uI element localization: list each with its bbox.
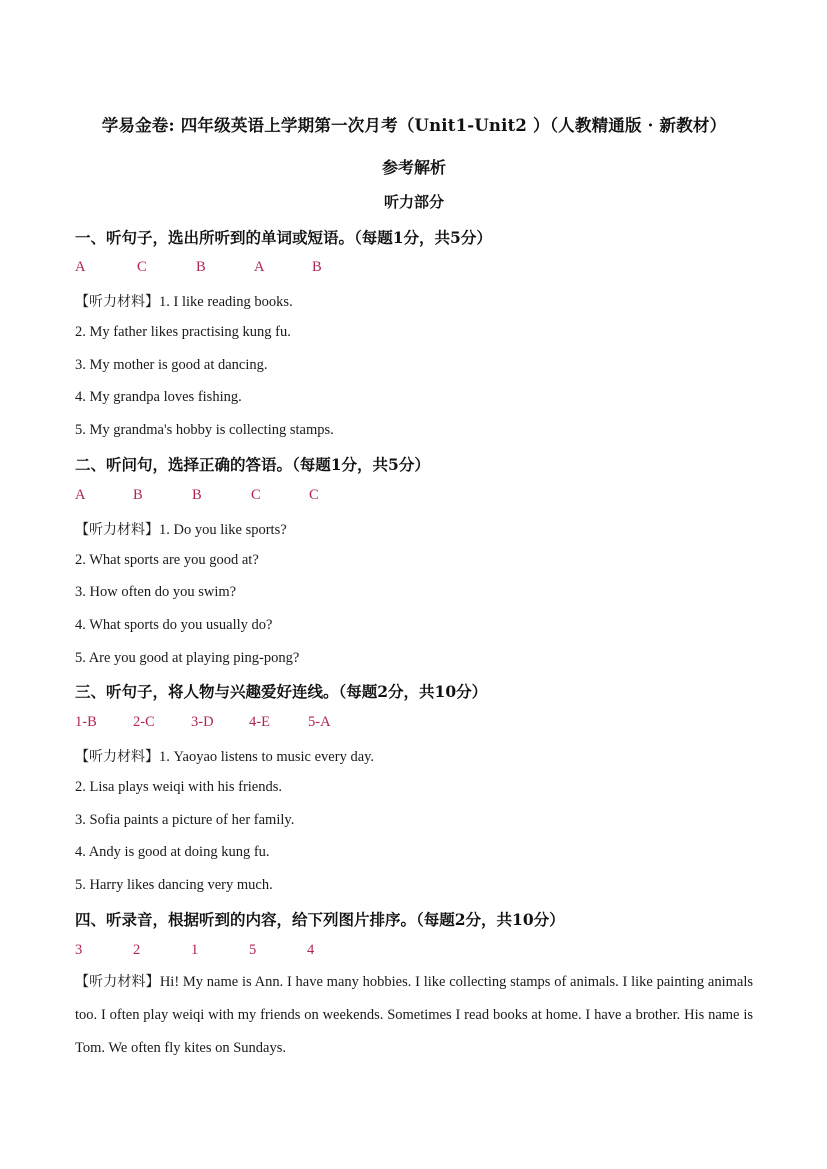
answer: A [75,259,86,275]
answer: C [309,487,319,503]
answer: C [251,487,261,503]
section-4-heading: 四、听录音，根据听到的内容，给下列图片排序。（每题2分，共10分） [75,910,565,929]
section-3-heading: 三、听句子，将人物与兴趣爱好连线。（每题2分，共10分） [75,682,488,701]
answer: C [137,259,147,275]
material-line: 2. My father likes practising kung fu. [75,324,291,340]
document-title: 学易金卷: 四年级英语上学期第一次月考（Unit1-Unit2 ）（人教精通版 · 新教材） [101,116,727,135]
answer: 3 [75,942,83,958]
material-line: 【听力材料】1. Do you like sports? [75,522,287,538]
answer: A [75,487,86,503]
answer: 4 [307,942,315,958]
answer: 5-A [308,714,331,730]
answer: B [133,487,143,503]
material-line: 5. My grandma's hobby is collecting stamps. [75,422,334,438]
material-line: 4. Andy is good at doing kung fu. [75,844,270,860]
material-label: 【听力材料】 [75,974,160,990]
answer: 3-D [191,714,214,730]
material-label: 【听力材料】 [75,522,159,538]
answer: B [196,259,206,275]
section-4-answers [75,942,314,959]
material-line: 【听力材料】1. Yaoyao listens to music every day. [75,749,375,765]
answer: 2 [133,942,141,958]
material-line: 5. Harry likes dancing very much. [75,877,273,893]
material-line: 3. My mother is good at dancing. [75,357,268,373]
answer: 1 [191,942,199,958]
answer: B [312,259,322,275]
answer: 4-E [249,714,270,730]
section-1-answers [75,259,322,276]
material-line: 4. My grandpa loves fishing. [75,389,242,405]
answer: B [192,487,202,503]
material-line: 3. Sofia paints a picture of her family. [75,812,295,828]
answer: A [254,259,265,275]
material-line: 2. Lisa plays weiqi with his friends. [75,779,283,795]
material-line: 4. What sports do you usually do? [75,617,273,633]
material-line: 【听力材料】1. I like reading books. [75,294,293,310]
material-line: 3. How often do you swim? [75,584,237,600]
subtitle: 参考解析 [381,158,446,177]
section-1-heading: 一、听句子，选出所听到的单词或短语。（每题1分，共5分） [75,228,492,247]
answer: 1-B [75,714,97,730]
material-line: 2. What sports are you good at? [75,552,259,568]
answer: 2-C [133,714,155,730]
section-2-heading: 二、听问句，选择正确的答语。（每题1分，共5分） [75,455,430,474]
material-paragraph: 【听力材料】Hi! My name is Ann. I have many hobbies. I like collecting stamps of animals. I like painting animals too. I often play weiqi with my friends on weekends. Sometimes I read books at home. I have a brother. His name is Tom. We often fly kites on Sundays. [75,974,753,1056]
part-title: 听力部分 [383,193,444,211]
material-line: 5. Are you good at playing ping-pong? [75,650,300,666]
material-label: 【听力材料】 [75,294,159,310]
answer: 5 [249,942,257,958]
section-2-answers [75,487,319,504]
material-label: 【听力材料】 [75,749,159,765]
section-3-answers [75,714,331,731]
